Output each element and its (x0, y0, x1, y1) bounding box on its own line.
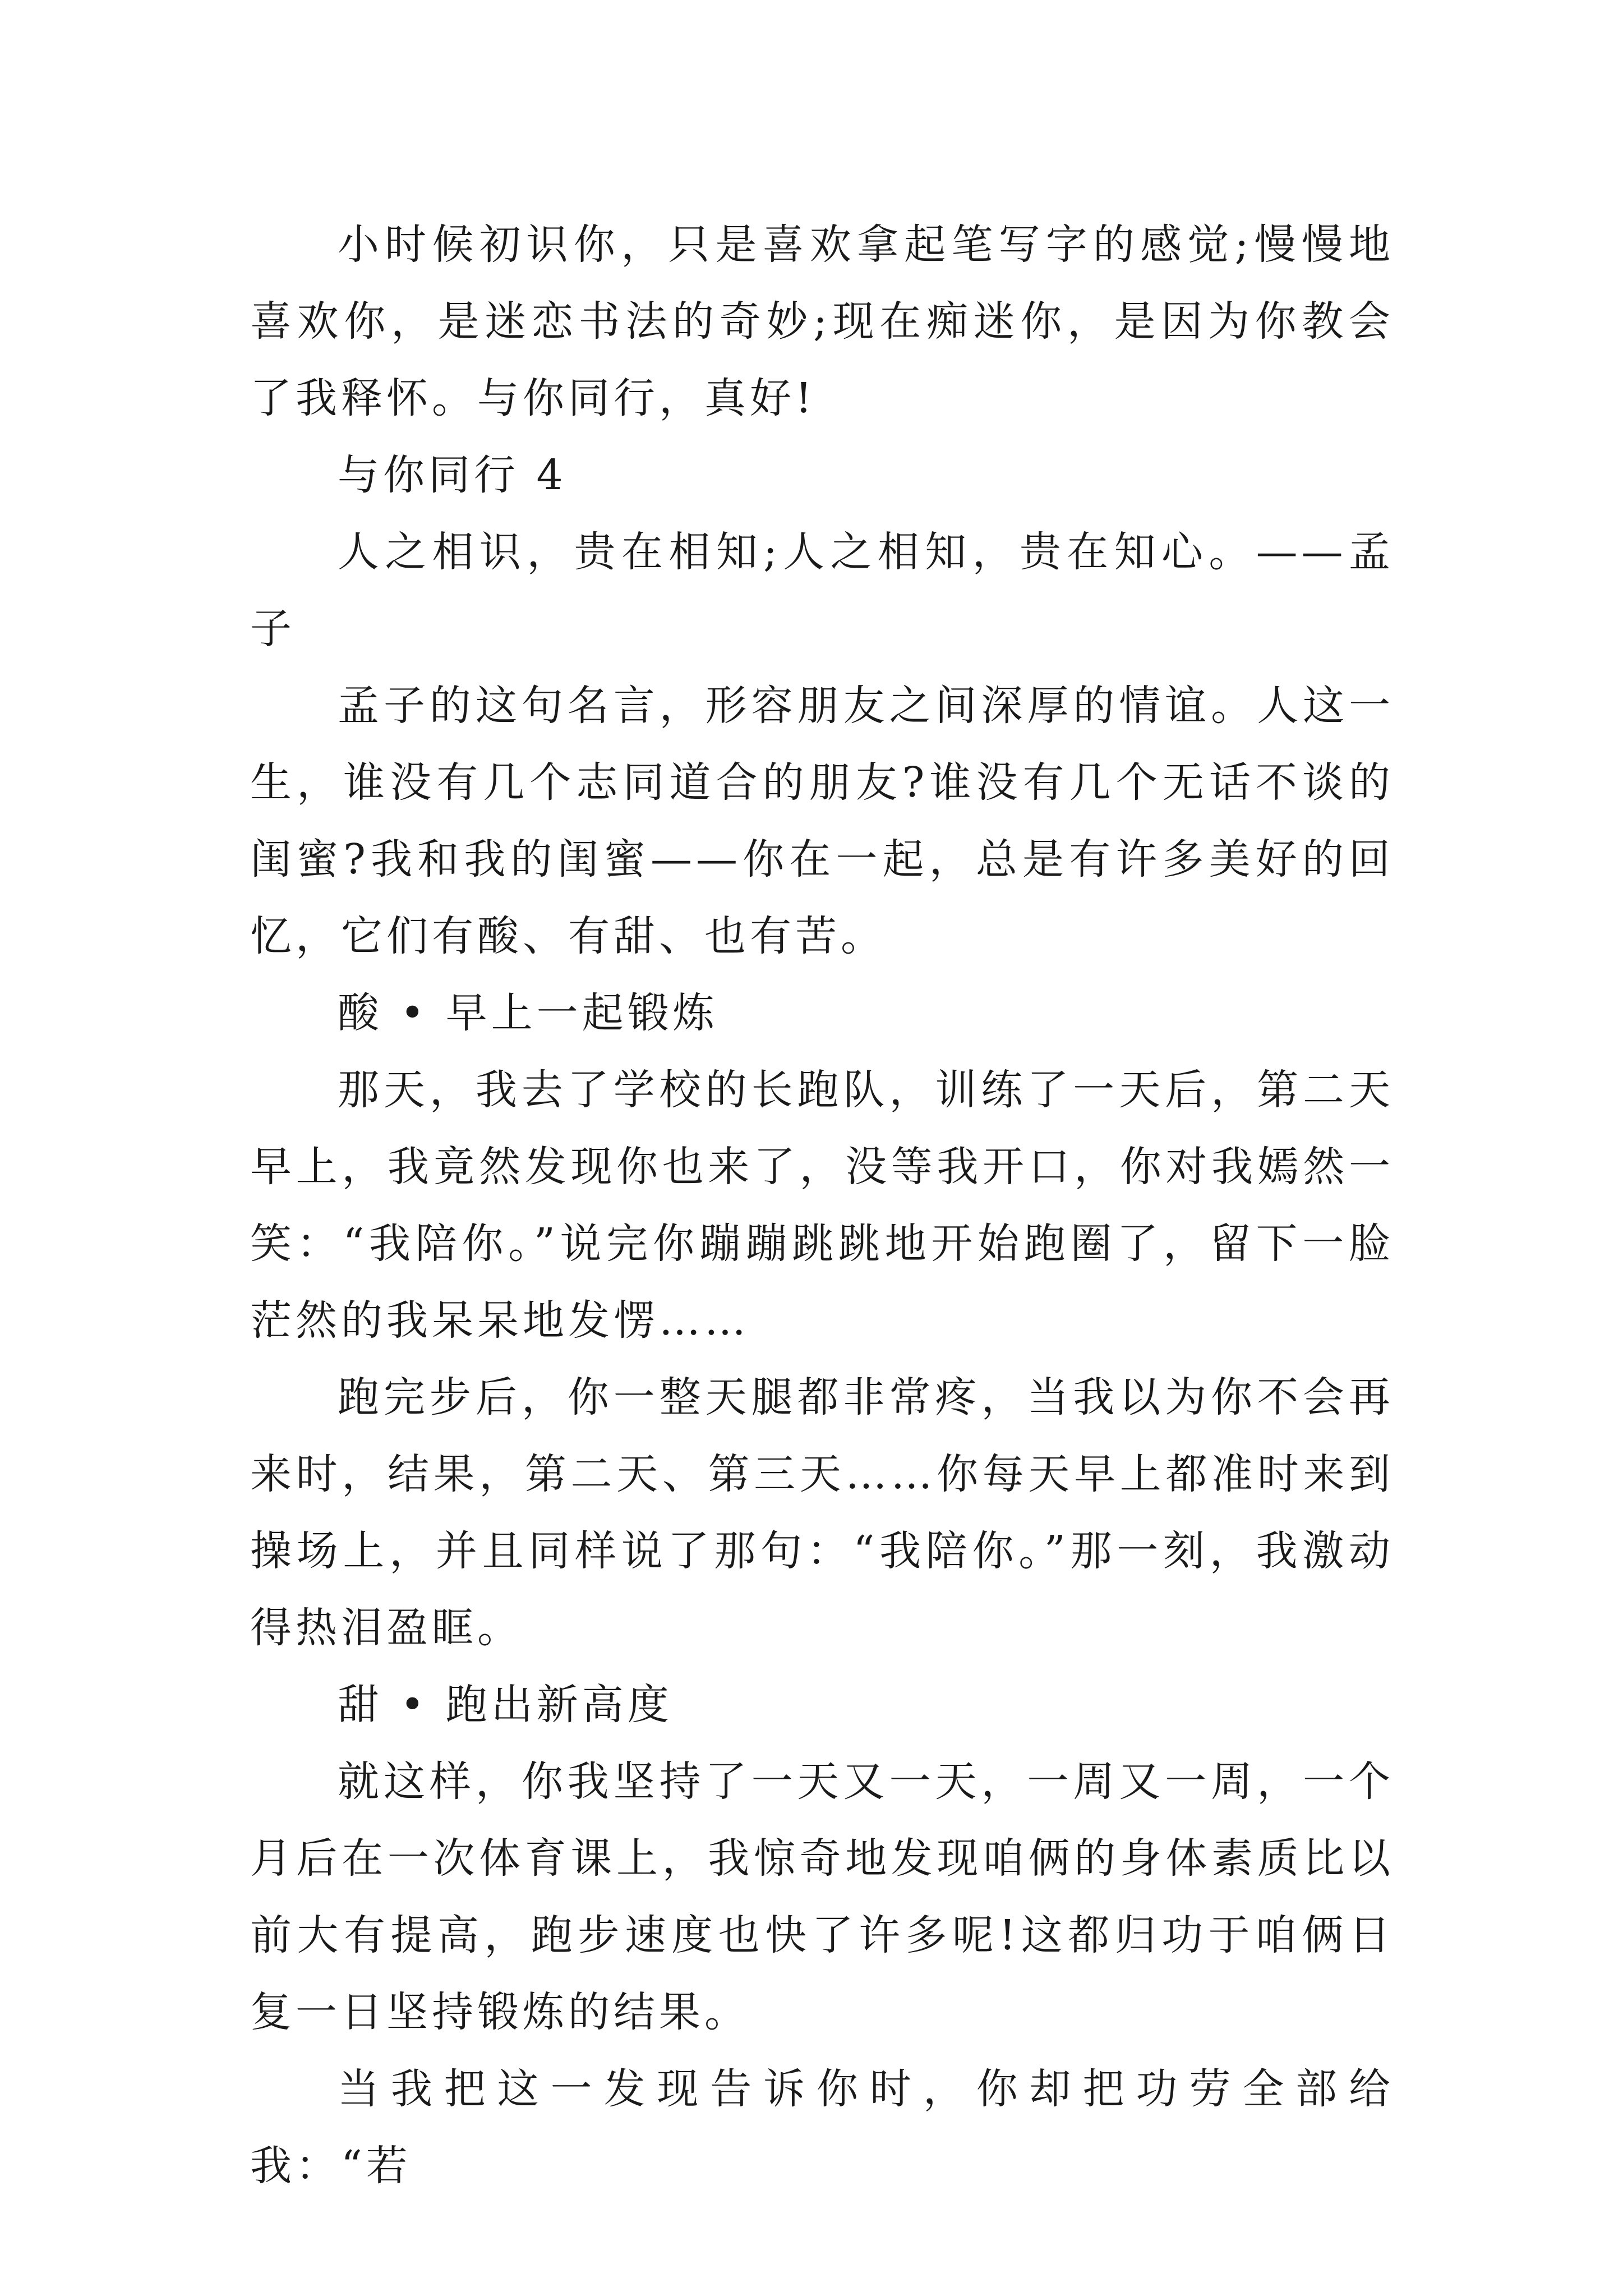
paragraph-after-running: 跑完步后，你一整天腿都非常疼，当我以为你不会再来时，结果，第二天、第三天……你每天早上都准时来到操场上，并且同样说了那句：“我陪你。”那一刻，我激动得热泪盈眶。 (250, 1373, 1394, 1652)
quote-mencius: 人之相识，贵在相知;人之相知，贵在知心。——孟子 (250, 528, 1394, 653)
paragraph-persistence: 就这样，你我坚持了一天又一天，一周又一周，一个月后在一次体育课上，我惊奇地发现咱俩的身体素质比以前大有提高，跑步速度也快了许多呢!这都归功于咱俩日复一日坚持锻炼的结果。 (250, 1757, 1394, 2036)
paragraph-calligraphy-ending: 小时候初识你，只是喜欢拿起笔写字的感觉;慢慢地喜欢你，是迷恋书法的奇妙;现在痴迷你，是因为你教会了我释怀。与你同行，真好! (250, 220, 1394, 422)
subheading-sour: 酸 • 早上一起锻炼 (338, 989, 718, 1037)
paragraph-intro: 孟子的这句名言，形容朋友之间深厚的情谊。人这一生，谁没有几个志同道合的朋友?谁没有几个无话不谈的闺蜜?我和我的闺蜜——你在一起，总是有许多美好的回忆，它们有酸、有甜、也有苦。 (250, 682, 1394, 960)
subheading-sweet: 甜 • 跑出新高度 (338, 1681, 673, 1729)
paragraph-running-team: 那天，我去了学校的长跑队，训练了一天后，第二天早上，我竟然发现你也来了，没等我开口，你对我嫣然一笑：“我陪你。”说完你蹦蹦跳跳地开始跑圈了，留下一脸茫然的我呆呆地发愣…… (250, 1066, 1394, 1345)
paragraph-credit: 当我把这一发现告诉你时，你却把功劳全部给我：“若 (250, 2065, 1394, 2190)
section-title: 与你同行 4 (338, 451, 567, 499)
document-body (250, 206, 1394, 2205)
